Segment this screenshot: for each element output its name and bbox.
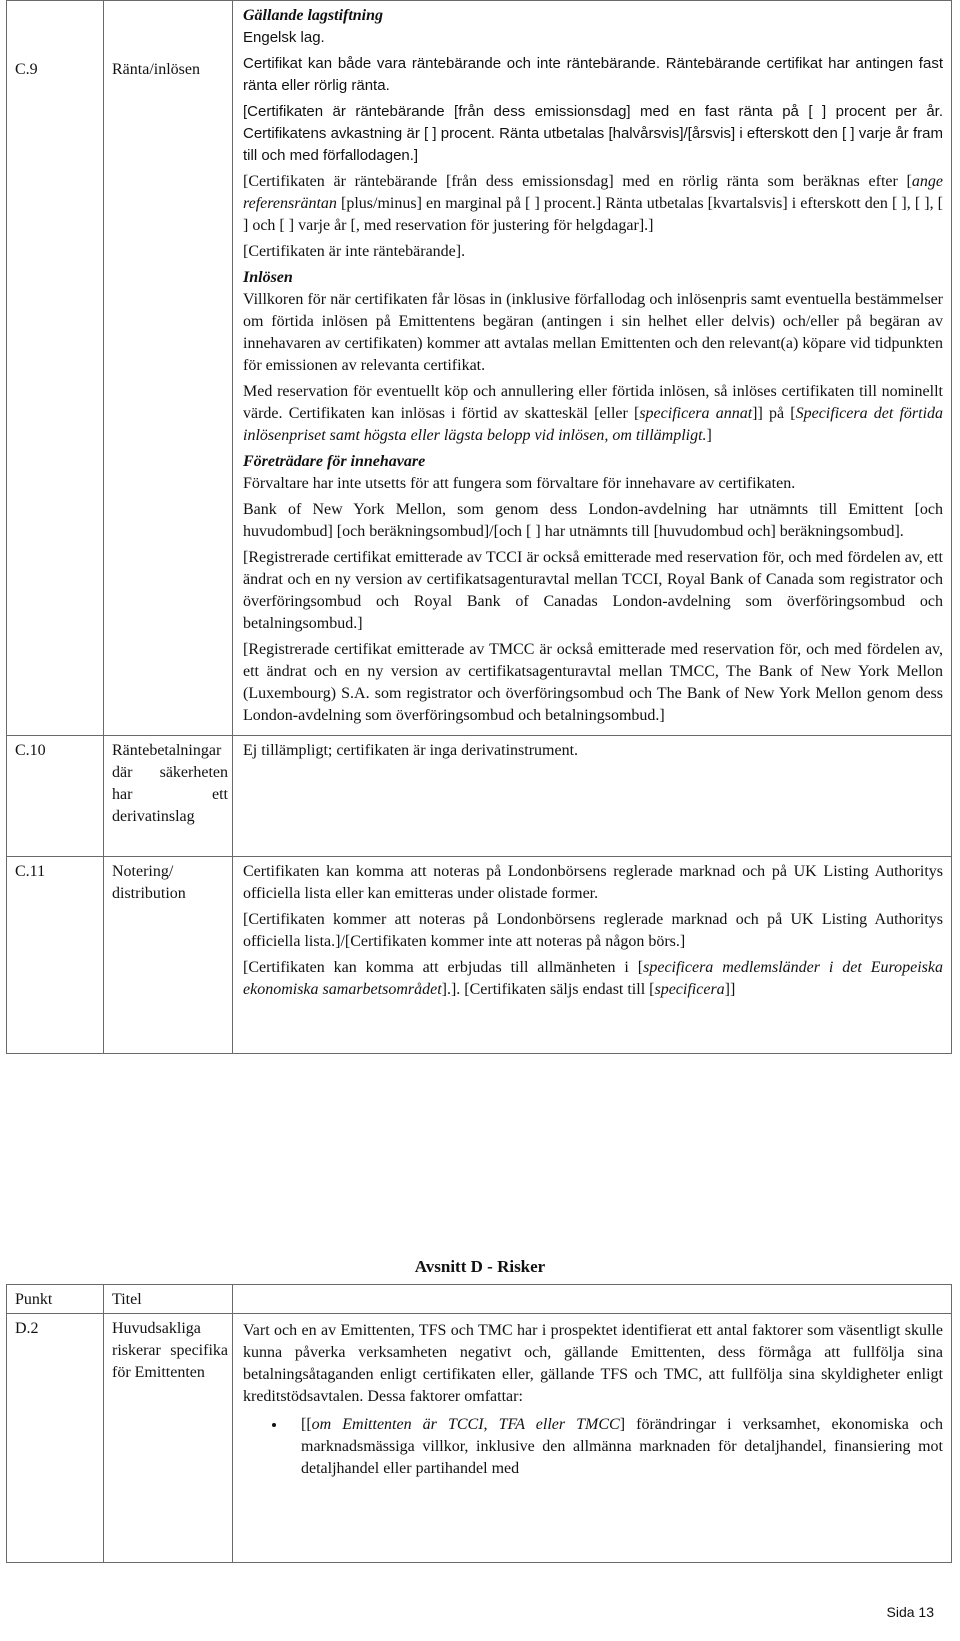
section-d-title: Avsnitt D - Risker [414,1257,546,1276]
table-row [7,736,952,857]
punkt-header: Punkt [15,1291,53,1308]
italic-span: ange referensräntan [243,173,943,212]
row-code: C.11 [15,863,46,880]
gallande-heading: Gällande lagstiftning [243,7,384,24]
agent-paragraph: Bank of New York Mellon, som genom dess London-avdelning har utnämnts till Emittent [och huvudombud] [och beräkningsombud]/[och [ ] har utnämnts till [huvudombud och] beräkningsombud]. [243,501,943,540]
row-body-cell [233,736,952,857]
tcci-paragraph: [Registrerade certifikat emitterade av TCCI är också emitterade med reservation för, och med fördelen av, ett ändrat och en ny version av certifikatsagenturavtal mellan TCCI, Royal Bank of Canada som registrator och överföringsombud och Royal Bank of Canadas London-avdelning som överföringsombud och betalningsombud.] [243,549,943,632]
row-code-cell [7,736,104,857]
row-title: Ränta/inlösen [112,61,200,78]
row-title-cell [104,736,233,857]
table-row [7,1,952,736]
interest-intro: Certifikat kan både vara räntebärande och inte räntebärande. Räntebärande certifikat har antingen fast ränta eller rörlig ränta. [243,55,943,94]
risk-list [243,1414,943,1480]
text-span: [plus/minus] en marginal på [ ] procent.] Ränta utbetalas [kvartalsvis] i efterskott den [ ], [ ], [ ] och [ ] varje år [, med reservation för justering för helgdagar].] [243,195,943,234]
text-span: ]] [724,981,736,998]
table-row [7,1314,952,1563]
redemption-value-paragraph [243,381,943,447]
tmcc-paragraph: [Registrerade certifikat emitterade av TMCC är också emitterade med reservation för, och med fördelen av, ett ändrat och en ny version av certifikatsagenturavtal mellan TMCC, The Bank of New York Mellon (Luxembourg) S.A. som registrator och överföringsombud och The Bank of New York Mellon genom dess London-avdelning som överföringsombud och betalningsombud.] [243,641,943,724]
row-code: D.2 [15,1320,39,1337]
italic-span: specificera medlemsländer i det Europeiska ekonomiska samarbetsområdet [243,959,943,998]
text-span: [Certifikaten kan komma att erbjudas till allmänheten i [ [243,959,644,976]
listing-bracket-paragraph: [Certifikaten kommer att noteras på Londonbörsens reglerade marknad och på UK Listing Authoritys officiella lista.]/[Certifikaten kommer inte att noteras på någon börs.] [243,911,943,950]
gallande-text: Engelsk lag. [243,29,325,46]
redemption-terms-paragraph: Villkoren för när certifikaten får lösas in (inklusive förfallodag och inlösenpris samt eventuella bestämmelser om förtida inlösen på Emittentens begäran (antingen i sin helhet eller delvis) och/eller på begäran av innehavaren av certifikaten) kommer att avtalas mellan Emittenten och den relevant(a) köpare vid tidpunkten för emissionen av relevanta certifikat. [243,291,943,374]
row-title-cell [104,1314,233,1563]
row-title: Notering/ distribution [112,863,186,902]
text-span: ].]. [Certifikaten säljs endast till [ [441,981,655,998]
italic-span: om Emittenten är TCCI, TFA eller TMCC [311,1416,620,1433]
row-body-cell [233,1,952,736]
row-code: C.10 [15,742,46,759]
text-span: ] [706,427,712,444]
row-body-cell [233,857,952,1054]
text-span: [[ [301,1416,312,1433]
italic-span: Specificera det förtida inlösenpriset samt högsta eller lägsta belopp vid inlösen, om tillämpligt. [243,405,944,444]
text-span: ]] på [ [752,405,796,422]
floating-rate-paragraph [243,171,943,237]
page-number: Sida 13 [886,1604,934,1620]
row-title: Huvudsakliga riskerar specifika för Emittenten [112,1320,228,1381]
header-cell [233,1285,952,1314]
text-span: Med reservation för eventuellt köp och annullering eller förtida inlösen, så inlöses certifikaten till nominellt värde. Certifikaten kan inlösas i förtid av skatteskäl [eller [ [243,383,943,422]
listing-paragraph: Certifikaten kan komma att noteras på Londonbörsens reglerade marknad och på UK Listing Authoritys officiella lista eller kan emitteras under olistade former. [243,863,943,902]
row-title-cell [104,857,233,1054]
titel-header: Titel [112,1291,142,1308]
row-code-cell [7,1314,104,1563]
table-row [7,857,952,1054]
section-d-table [6,1284,952,1563]
foretradare-heading: Företrädare för innehavare [243,453,426,470]
italic-span: specificera [654,981,725,998]
italic-span: specificera annat [639,405,753,422]
text-span: ] förändringar i verksamhet, ekonomiska och marknadsmässiga villkor, inklusive den allmänna marknaden för detaljhandel, finansiering mot detaljhandel eller partihandel med [301,1416,943,1477]
row-code-cell [7,1,104,736]
trustee-paragraph: Förvaltare har inte utsetts för att fungera som förvaltare för innehavare av certifikaten. [243,475,796,492]
fixed-rate-paragraph: [Certifikaten är räntebärande [från dess emissionsdag] med en fast ränta på [ ] procent per år. Certifikatens avkastning är [ ] procent. Ränta utbetalas [halvårsvis]/[årsvis] i efterskott den [ ] varje år fram till och med förfallodagen.] [243,103,943,164]
offer-paragraph [243,957,943,1001]
row-title-cell [104,1,233,736]
header-cell [7,1285,104,1314]
derivative-text: Ej tillämpligt; certifikaten är inga derivatinstrument. [243,742,579,759]
inlosen-heading: Inlösen [243,269,293,286]
list-item [287,1414,943,1480]
risk-intro-paragraph: Vart och en av Emittenten, TFS och TMC har i prospektet identifierat ett antal faktorer som väsentligt skulle kunna påverka verksamheten negativt och, gällande Emittenten, dess förmåga att fullfölja sina betalningsåtaganden enligt certifikaten eller, gällande TFS och TMC, att fullfölja sina skyldigheter enligt kreditstödsavtalen. Dessa faktorer omfattar: [243,1322,943,1405]
text-span: [Certifikaten är räntebärande [från dess emissionsdag] med en rörlig ränta som beräknas efter [ [243,173,912,190]
row-code: C.9 [15,61,38,78]
row-title: Räntebetalningar där säkerheten har ett derivatinslag [112,742,228,825]
non-interest-paragraph: [Certifikaten är inte räntebärande]. [243,243,466,260]
table-header-row [7,1285,952,1314]
row-body-cell [233,1314,952,1563]
section-c-table [6,0,952,1054]
header-cell [104,1285,233,1314]
row-code-cell [7,857,104,1054]
